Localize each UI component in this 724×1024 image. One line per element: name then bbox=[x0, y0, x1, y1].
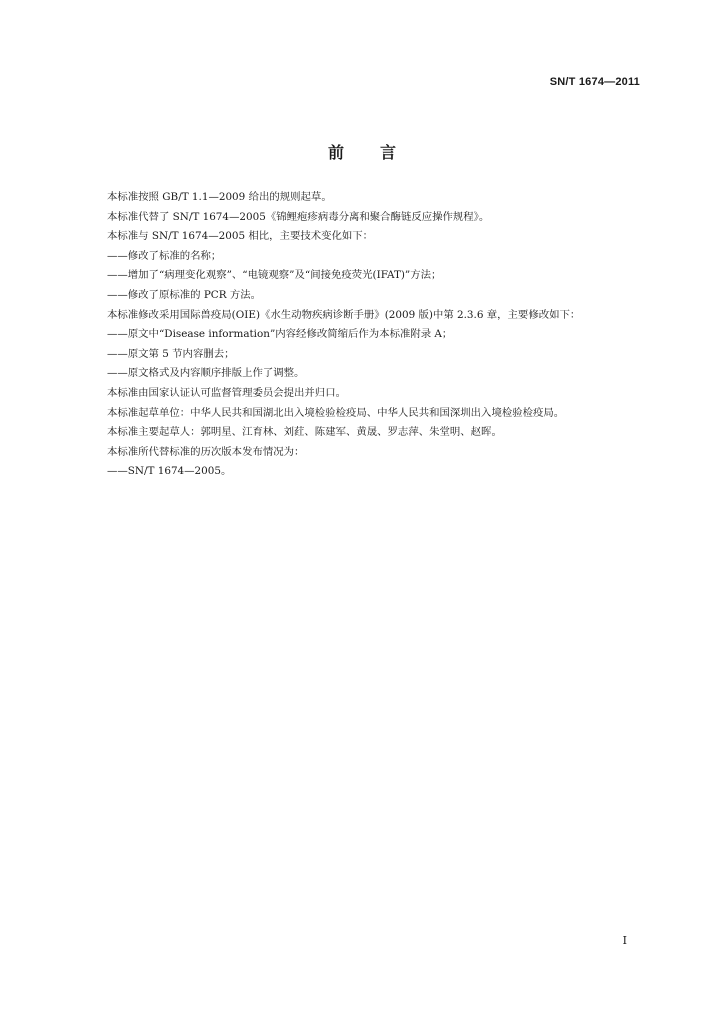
paragraph: 本标准主要起草人：郭明星、江育林、刘荭、陈建军、黄晟、罗志萍、朱堂明、赵晖。 bbox=[107, 426, 502, 439]
list-item: ——增加了“病理变化观察”、“电镜观察”及“间接免疫荧光(IFAT)”方法； bbox=[107, 269, 442, 282]
paragraph: 本标准按照 GB/T 1.1—2009 给出的规则起草。 bbox=[107, 191, 332, 203]
list-item: ——原文第 5 节内容删去； bbox=[107, 347, 235, 360]
list-item: ——原文中“Disease information”内容经修改简缩后作为本标准附录 A； bbox=[107, 328, 453, 341]
list-item: ——原文格式及内容顺序排版上作了调整。 bbox=[107, 367, 305, 380]
standard-code: SN/T 1674—2011 bbox=[549, 76, 640, 88]
list-item: ——修改了标准的名称； bbox=[107, 249, 222, 262]
list-item: ——修改了原标准的 PCR 方法。 bbox=[107, 288, 262, 301]
paragraph: 本标准所代替标准的历次版本发布情况为： bbox=[107, 445, 305, 458]
list-item: ——SN/T 1674—2005。 bbox=[107, 465, 232, 478]
paragraph: 本标准起草单位：中华人民共和国湖北出入境检验检疫局、中华人民共和国深圳出入境检验检疫局。 bbox=[107, 406, 565, 419]
page-title: 前言 bbox=[327, 143, 432, 162]
foreword-body bbox=[83, 188, 643, 482]
paragraph: 本标准与 SN/T 1674—2005 相比，主要技术变化如下： bbox=[107, 230, 374, 243]
paragraph: 本标准修改采用国际兽疫局(OIE)《水生动物疾病诊断手册》(2009 版)中第 2.3.6 章，主要修改如下： bbox=[107, 308, 581, 321]
paragraph: 本标准代替了 SN/T 1674—2005《锦鲤疱疹病毒分离和聚合酶链反应操作规程》。 bbox=[107, 210, 490, 223]
paragraph: 本标准由国家认证认可监督管理委员会提出并归口。 bbox=[107, 386, 346, 399]
page-number: I bbox=[622, 934, 627, 947]
